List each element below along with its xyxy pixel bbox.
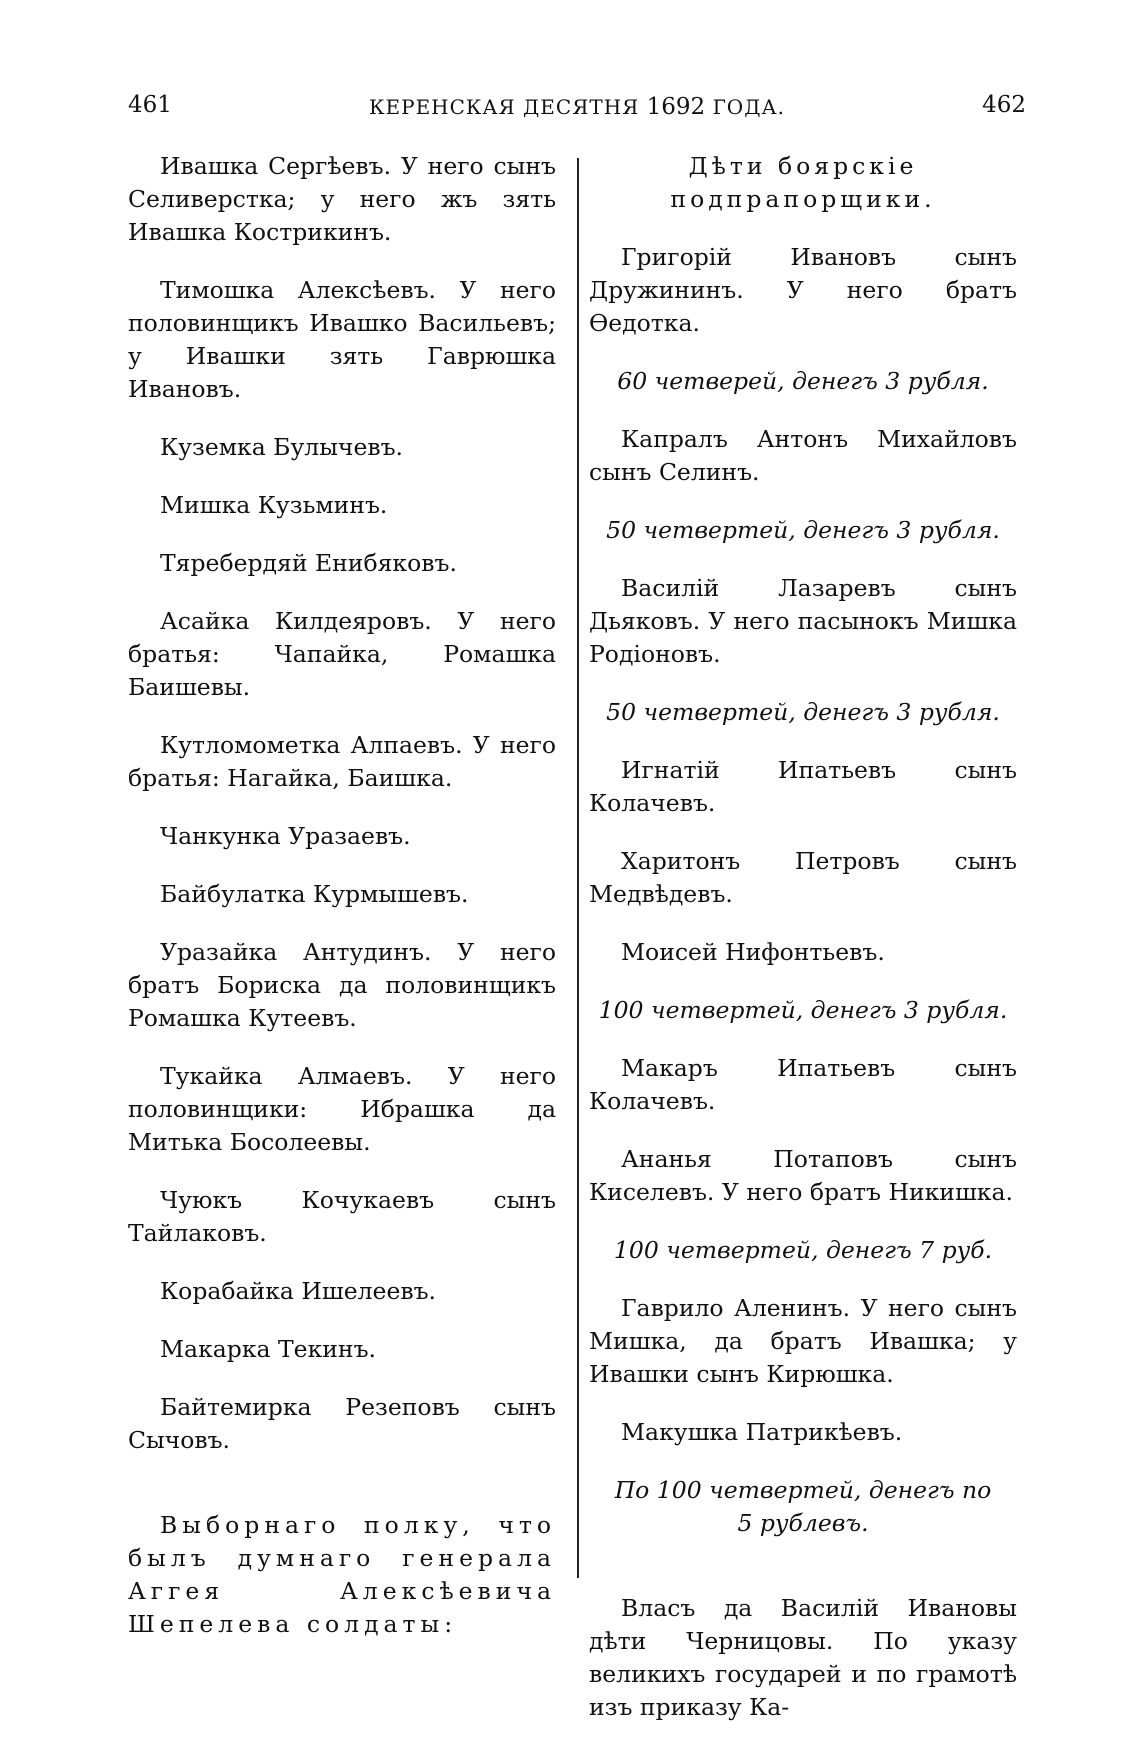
allotment-line: 100 четвертей, денегъ 3 рубля.: [598, 996, 1008, 1024]
running-title-suffix: ГОДА.: [712, 95, 785, 119]
running-title: [128, 94, 1026, 120]
entry: Кутломометка Алпаевъ. У него братья: Нагайка, Баишка.: [128, 731, 556, 792]
entry: Харитонъ Петровъ сынъ Медвѣдевъ.: [589, 847, 1017, 908]
allotment-line-part: 5 рублевъ.: [737, 1509, 869, 1537]
allotment-line: 100 четвертей, денегъ 7 руб.: [613, 1236, 993, 1264]
entry: Моисей Нифонтьевъ.: [621, 938, 885, 966]
right-column: [589, 150, 1017, 1749]
running-title-year: 1692: [646, 94, 706, 120]
entry: Макаръ Ипатьевъ сынъ Колачевъ.: [589, 1054, 1017, 1115]
entry: Уразайка Антудинъ. У него братъ Бориска да половинщикъ Ромашка Кутеевъ.: [128, 938, 556, 1032]
page-number-right: 462: [982, 92, 1026, 118]
entry: Байбулатка Курмышевъ.: [160, 880, 469, 908]
entry: Тяребердяй Енибяковъ.: [160, 549, 457, 577]
allotment-line-part: По 100 четвертей, денегъ по: [614, 1476, 992, 1504]
entry: Чанкунка Уразаевъ.: [160, 822, 411, 850]
column-divider: [577, 158, 579, 1578]
entry: Григорій Ивановъ сынъ Дружининъ. У него братъ Ѳедотка.: [589, 243, 1017, 337]
entry: Ивашка Сергѣевъ. У него сынъ Селиверстка; у него жъ зять Ивашка Кострикинъ.: [128, 152, 556, 246]
entry: Игнатій Ипатьевъ сынъ Колачевъ.: [589, 756, 1017, 817]
entry: Ананья Потаповъ сынъ Киселевъ. У него братъ Никишка.: [589, 1145, 1017, 1206]
left-column: [128, 150, 556, 1666]
allotment-line: 50 четвертей, денегъ 3 рубля.: [606, 516, 1000, 544]
allotment-line: 60 четверей, денегъ 3 рубля.: [617, 367, 989, 395]
entry: Корабайка Ишелеевъ.: [160, 1277, 437, 1305]
entry: Макушка Патрикѣевъ.: [621, 1418, 903, 1446]
section-heading-regiment: Выборнаго полку, что былъ думнаго генерала Аггея Алексѣевича Шепелева солдаты:: [128, 1511, 556, 1638]
allotment-line: 50 четвертей, денегъ 3 рубля.: [606, 698, 1000, 726]
entry: Тукайка Алмаевъ. У него половинщики: Ибрашка да Митька Босолеевы.: [128, 1062, 556, 1156]
entry: Гаврило Аленинъ. У него сынъ Мишка, да братъ Ивашка; у Ивашки сынъ Кирюшка.: [589, 1294, 1017, 1388]
running-title-text: КЕРЕНСКАЯ ДЕСЯТНЯ: [369, 95, 640, 119]
entry: Тимошка Алексѣевъ. У него половинщикъ Ивашко Васильевъ; у Ивашки зять Гаврюшка Ивановъ.: [128, 276, 556, 403]
page-header: [128, 92, 1026, 132]
entry: Макарка Текинъ.: [160, 1335, 376, 1363]
section-heading-ensigns: Дѣти боярскіе подпрапорщики.: [670, 152, 936, 213]
entry: Власъ да Василій Ивановы дѣти Черницовы. По указу великихъ государей и по грамотѣ изъ приказу Ка-: [589, 1594, 1017, 1721]
entry: Байтемирка Резеповъ сынъ Сычовъ.: [128, 1393, 556, 1454]
entry: Василій Лазаревъ сынъ Дьяковъ. У него пасынокъ Мишка Родіоновъ.: [589, 574, 1017, 668]
entry: Капралъ Антонъ Михайловъ сынъ Селинъ.: [589, 425, 1017, 486]
entry: Мишка Кузьминъ.: [160, 491, 388, 519]
entry: Асайка Килдеяровъ. У него братья: Чапайка, Ромашка Баишевы.: [128, 607, 556, 701]
entry: Чуюкъ Кочукаевъ сынъ Тайлаковъ.: [128, 1186, 556, 1247]
allotment-line: [589, 1474, 1017, 1540]
page-number-left: 461: [128, 92, 172, 118]
entry: Куземка Булычевъ.: [160, 433, 404, 461]
